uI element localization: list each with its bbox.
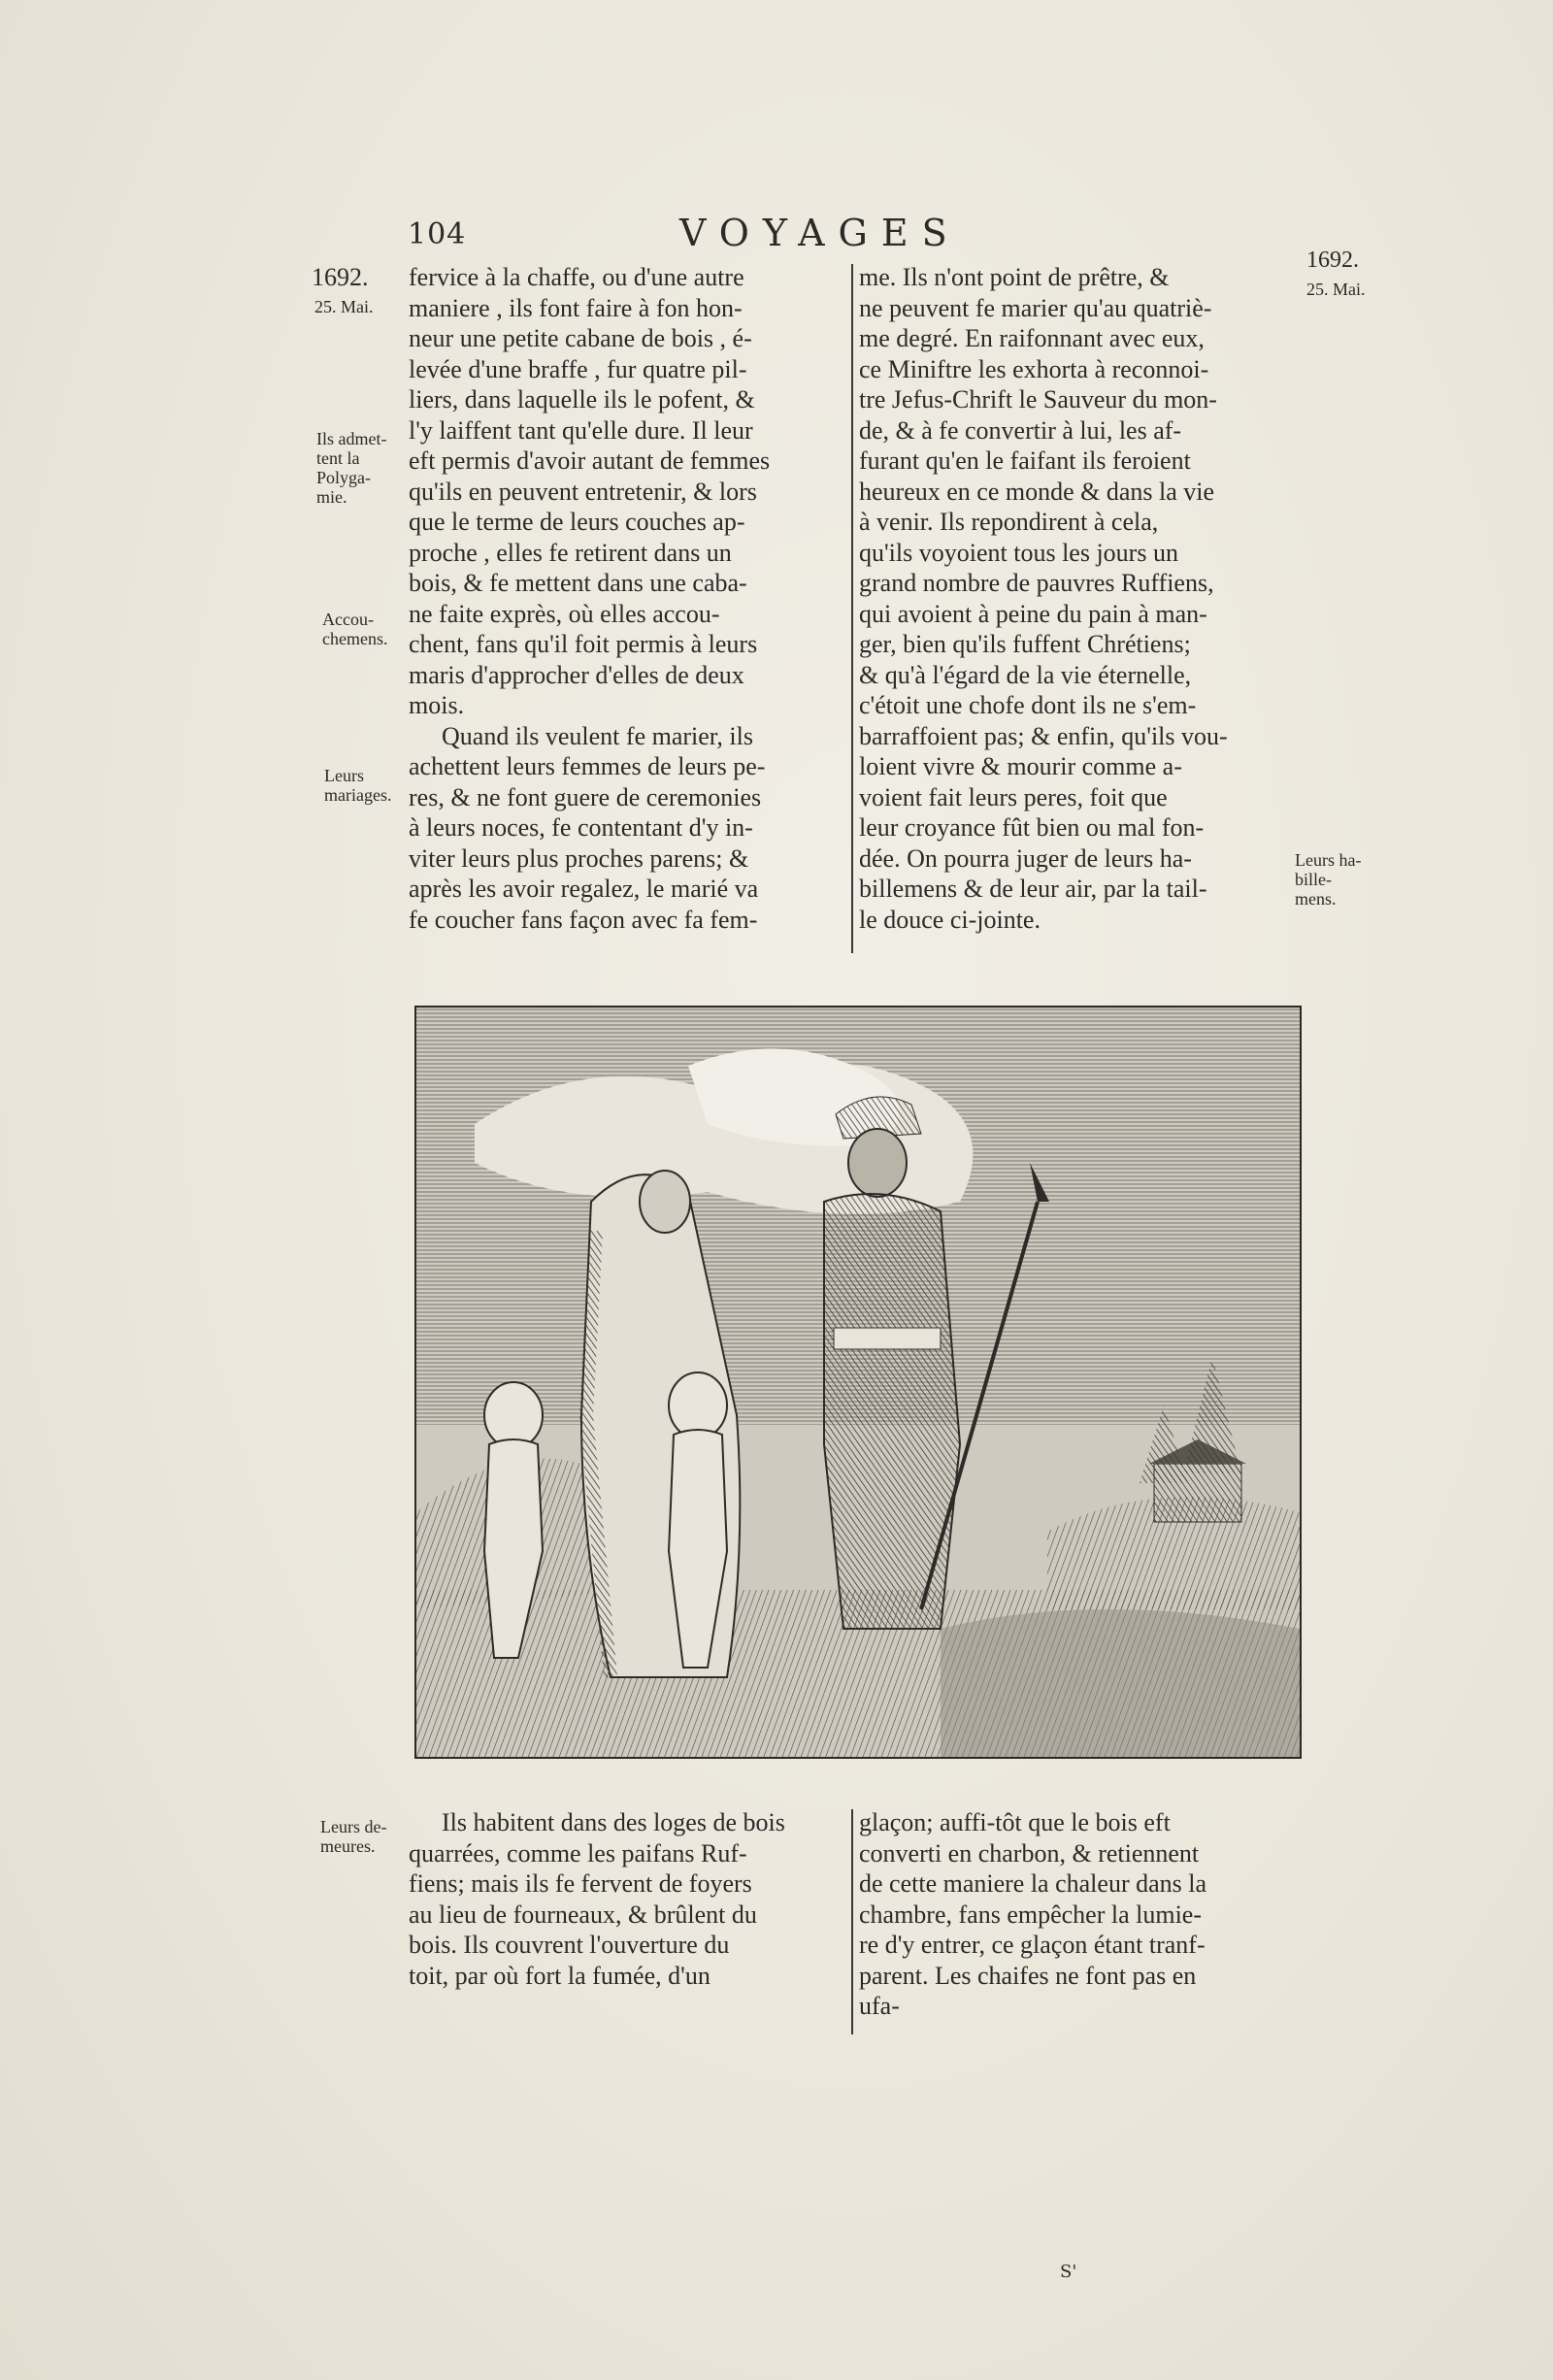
text-line: billemens & de leur air, par la tail-	[859, 875, 1207, 903]
text-line: à venir. Ils repondirent à cela,	[859, 508, 1159, 536]
text-line: loient vivre & mourir comme a-	[859, 752, 1182, 780]
text-line: ufa-	[859, 1992, 900, 2020]
text-line: dée. On pourra juger de leurs ha-	[859, 843, 1192, 873]
text-line: toit, par où fort la fumée, d'un	[409, 1961, 710, 1990]
text-line: leur croyance fût bien ou mal fon-	[859, 813, 1205, 842]
text-line: ger, bien qu'ils fuffent Chrétiens;	[859, 630, 1191, 658]
text-line: l'y laiffent tant qu'elle dure. Il leur	[409, 415, 753, 445]
engraving-image	[416, 1008, 1300, 1757]
margin-note-dwellings: Leurs de- meures.	[320, 1817, 387, 1856]
text-line: furant qu'en le faifant ils feroient	[859, 446, 1191, 475]
footer-mark: S'	[1060, 2262, 1077, 2282]
column-rule-top	[851, 264, 853, 953]
text-line: ne faite exprès, où elles accou-	[409, 599, 720, 628]
text-line: après les avoir regalez, le marié va	[409, 875, 759, 903]
text-line: grand nombre de pauvres Ruffiens,	[859, 569, 1214, 597]
column-rule-bottom	[851, 1809, 853, 2034]
page-number: 104	[408, 217, 467, 251]
text-line: au lieu de fourneaux, & brûlent du	[409, 1900, 757, 1929]
margin-date-year-right: 1692.	[1306, 248, 1359, 273]
text-line: mois.	[409, 691, 465, 719]
text-line: 1692. fervice à la chaffe, ou d'une autre	[312, 263, 744, 291]
text-line: qui avoient à peine du pain à man-	[859, 599, 1207, 628]
text-line: le douce ci-jointe.	[859, 905, 1041, 934]
inline-date: 1692.	[312, 263, 369, 291]
text-line: bois, & fe mettent dans une caba-	[409, 569, 747, 597]
text-line: chent, fans qu'il foit permis à leurs	[409, 630, 758, 658]
margin-note-polygamy: Ils admet- tent la Polyga- mie.	[316, 429, 387, 507]
text-line: ce Miniftre les exhorta à reconnoi-	[859, 354, 1209, 383]
text-line: barraffoient pas; & enfin, qu'ils vou-	[859, 721, 1228, 750]
text-line: qu'ils en peuvent entretenir, & lors	[409, 477, 757, 506]
text-line: re d'y entrer, ce glaçon étant tranf-	[859, 1931, 1206, 1959]
text-line: de cette maniere la chaleur dans la	[859, 1869, 1207, 1898]
margin-date-day-left: 25. Mai.	[314, 297, 374, 316]
text-line: glaçon; auffi-tôt que le bois eft	[859, 1808, 1171, 1836]
text-line: viter leurs plus proches parens; &	[409, 843, 749, 873]
margin-note-marriages: Leurs mariages.	[324, 766, 392, 805]
text-line: ne peuvent fe marier qu'au quatriè-	[859, 293, 1212, 322]
text-line: me degré. En raifonnant avec eux,	[859, 324, 1205, 352]
bottom-left-column	[409, 1807, 845, 1991]
text-line: neur une petite cabane de bois , é-	[409, 324, 752, 352]
text-line: qu'ils voyoient tous les jours un	[859, 538, 1178, 567]
engraving-illustration	[414, 1006, 1302, 1759]
text-line: parent. Les chaifes ne font pas en	[859, 1961, 1197, 1990]
text-line: de, & à fe convertir à lui, les af-	[859, 415, 1182, 445]
text-line: maris d'approcher d'elles de deux	[409, 660, 744, 689]
text-line: à leurs noces, fe contentant d'y in-	[409, 813, 753, 842]
text-line: me. Ils n'ont point de prêtre, &	[859, 263, 1170, 291]
running-title: VOYAGES	[679, 212, 961, 254]
margin-note-births: Accou- chemens.	[322, 610, 388, 648]
text-line: heureux en ce monde & dans la vie	[859, 477, 1215, 506]
text-line: converti en charbon, & retiennent	[859, 1838, 1200, 1868]
text-line: res, & ne font guere de ceremonies	[409, 782, 762, 811]
margin-note-clothing: Leurs ha- bille- mens.	[1295, 850, 1362, 909]
text-line: liers, dans laquelle ils le pofent, &	[409, 385, 755, 413]
text-line: achettent leurs femmes de leurs pe-	[409, 752, 766, 780]
text-line: Ils habitent dans des loges de bois	[442, 1808, 785, 1836]
text-line: quarrées, comme les paifans Ruf-	[409, 1838, 747, 1868]
text-line: voient fait leurs peres, foit que	[859, 782, 1168, 811]
text-line: maniere , ils font faire à fon hon-	[409, 293, 743, 322]
text-line: proche , elles fe retirent dans un	[409, 538, 732, 567]
top-right-column	[859, 262, 1301, 935]
text-line: chambre, fans empêcher la lumie-	[859, 1900, 1202, 1929]
text-line: bois. Ils couvrent l'ouverture du	[409, 1931, 730, 1959]
text-line: eft permis d'avoir autant de femmes	[409, 446, 771, 475]
text-line: c'étoit une chofe dont ils ne s'em-	[859, 691, 1197, 719]
bottom-right-column	[859, 1807, 1301, 2022]
text-line: tre Jefus-Chrift le Sauveur du mon-	[859, 385, 1217, 413]
text-line: fiens; mais ils fe fervent de foyers	[409, 1869, 752, 1898]
text-line: & qu'à l'égard de la vie éternelle,	[859, 660, 1192, 689]
margin-date-day-right: 25. Mai.	[1306, 280, 1366, 299]
text-line: Quand ils veulent fe marier, ils	[442, 721, 753, 750]
text-line: que le terme de leurs couches ap-	[409, 508, 745, 536]
text-line: fe coucher fans façon avec fa fem-	[409, 905, 758, 934]
text-line: levée d'une braffe , fur quatre pil-	[409, 354, 747, 383]
